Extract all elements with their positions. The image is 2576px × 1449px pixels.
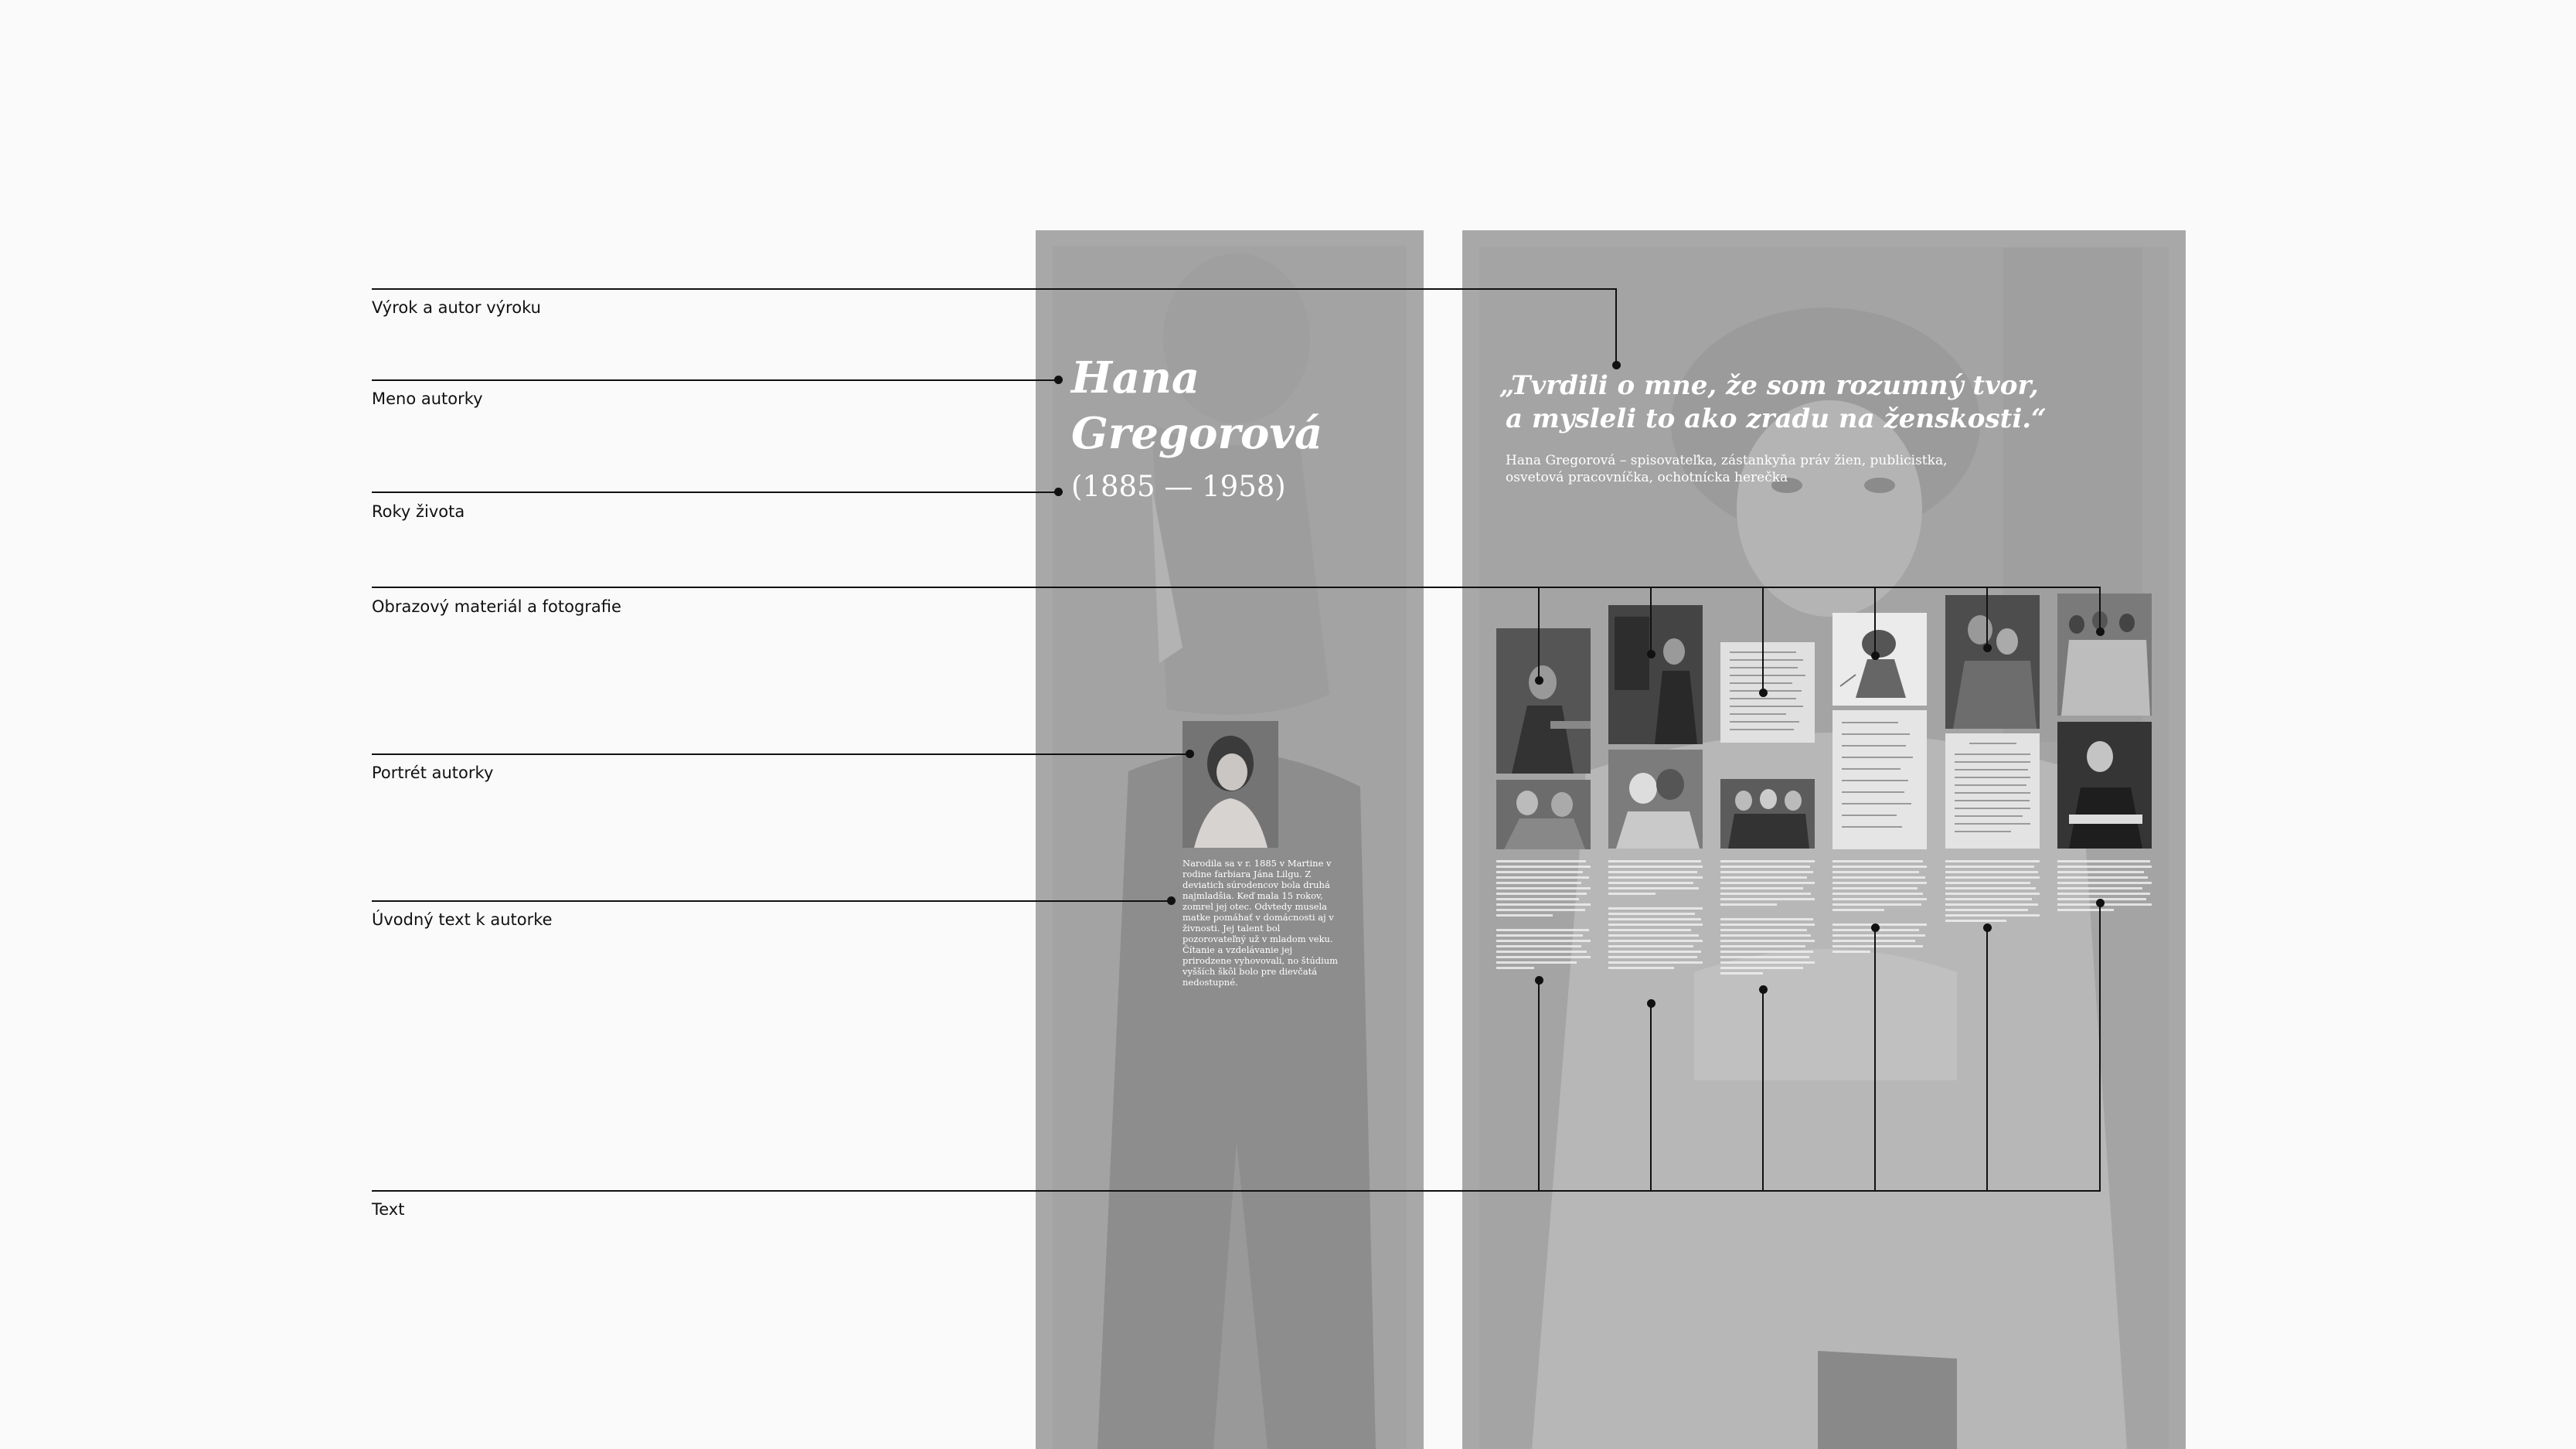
author-portrait-photo bbox=[1183, 721, 1278, 848]
text-column-5 bbox=[1945, 860, 2040, 925]
leader-line-quote bbox=[372, 288, 1617, 290]
label-years: Roky života bbox=[372, 502, 465, 521]
label-intro: Úvodný text k autorke bbox=[372, 910, 553, 929]
leader-dot-images-6 bbox=[2096, 628, 2105, 636]
text-column-3 bbox=[1720, 860, 1815, 978]
text-column-4 bbox=[1832, 860, 1927, 956]
leader-dot-images-4 bbox=[1871, 651, 1880, 660]
quote-author-line-2: osvetová pracovníčka, ochotnícka herečka bbox=[1506, 470, 1788, 485]
leader-dot-text-4 bbox=[1871, 923, 1880, 932]
leader-dot-quote bbox=[1612, 361, 1621, 369]
leader-line-images-drop-3 bbox=[1762, 587, 1764, 692]
typed-document bbox=[1945, 733, 2040, 849]
leader-dot-years bbox=[1054, 488, 1063, 496]
leader-line-name bbox=[372, 379, 1060, 381]
right-exhibit-panel bbox=[1462, 230, 2186, 1449]
photo-group-three-people bbox=[1720, 779, 1815, 849]
leader-line-images-drop-5 bbox=[1986, 587, 1988, 648]
leader-dot-intro bbox=[1167, 896, 1176, 905]
quote-line-1: „Tvrdili o mne, že som rozumný tvor, bbox=[1499, 370, 2039, 401]
leader-line-portrait bbox=[372, 753, 1191, 755]
leader-line-text-rise-3 bbox=[1762, 989, 1764, 1191]
photo-woman-at-desk bbox=[1496, 628, 1591, 774]
label-quote: Výrok a autor výroku bbox=[372, 298, 541, 317]
leader-dot-images-1 bbox=[1535, 676, 1543, 685]
text-column-6 bbox=[2057, 860, 2152, 914]
photo-seated-woman bbox=[2057, 722, 2152, 849]
leader-dot-text-2 bbox=[1647, 999, 1656, 1008]
label-portrait: Portrét autorky bbox=[372, 764, 494, 782]
leader-dot-portrait bbox=[1186, 750, 1194, 758]
leader-line-images bbox=[372, 587, 2101, 588]
leader-dot-text-1 bbox=[1535, 976, 1543, 985]
left-exhibit-panel bbox=[1036, 230, 1424, 1449]
leader-dot-text-3 bbox=[1759, 985, 1768, 994]
label-text: Text bbox=[372, 1200, 405, 1219]
quote-author-line-1: Hana Gregorová – spisovateľka, zástankyňa práv žien, publicistka, bbox=[1506, 453, 1948, 468]
leader-line-quote-drop bbox=[1615, 288, 1617, 366]
leader-line-images-drop-6 bbox=[2099, 587, 2101, 631]
quote-line-2: a mysleli to ako zradu na ženskosti.“ bbox=[1506, 403, 2047, 434]
letter-document-1 bbox=[1720, 642, 1815, 743]
photo-woman-with-child bbox=[1945, 595, 2040, 729]
leader-dot-images-3 bbox=[1759, 689, 1768, 697]
author-name-line-1: Hana bbox=[1071, 352, 1200, 403]
intro-text: Narodila sa v r. 1885 v Martine v rodine farbiara Jána Lilgu. Z deviatich súrodencov bola druhá najmladšia. Keď mala 15 rokov, zomrel jej otec. Odvtedy musela matke pomáhať v domácnosti aj v živnosti. Jej talent bol pozorovateľný už v mladom veku. Čítanie a vzdelávanie jej prirodzene vyhovovali, no štúdium vyšších škôl bolo pre dievčatá nedostupné. bbox=[1183, 858, 1339, 988]
leader-dot-name bbox=[1054, 376, 1063, 384]
quote-author bbox=[1506, 452, 1947, 486]
leader-line-intro bbox=[372, 900, 1172, 902]
leader-dot-text-6 bbox=[2096, 899, 2105, 907]
author-name-line-2: Gregorová bbox=[1071, 408, 1323, 459]
leader-line-text-rise-4 bbox=[1874, 927, 1876, 1191]
text-column-1 bbox=[1496, 860, 1591, 972]
photo-group-women-2 bbox=[2057, 594, 2152, 716]
photo-group-women-1 bbox=[1496, 780, 1591, 849]
leader-line-text bbox=[372, 1190, 2101, 1192]
label-name: Meno autorky bbox=[372, 389, 483, 408]
author-name bbox=[1071, 350, 1322, 461]
leader-line-years bbox=[372, 492, 1060, 493]
photo-two-women bbox=[1608, 750, 1703, 849]
label-images: Obrazový materiál a fotografie bbox=[372, 597, 621, 616]
leader-line-text-rise-6 bbox=[2099, 903, 2101, 1191]
leader-line-text-rise-2 bbox=[1650, 1003, 1652, 1191]
leader-line-text-rise-1 bbox=[1538, 980, 1540, 1191]
leader-dot-images-5 bbox=[1983, 644, 1992, 652]
quote bbox=[1499, 369, 2047, 436]
leader-line-images-drop-2 bbox=[1650, 587, 1652, 654]
leader-dot-images-2 bbox=[1647, 650, 1656, 658]
leader-line-images-drop-4 bbox=[1874, 587, 1876, 655]
drawing-sketch bbox=[1832, 613, 1927, 706]
leader-dot-text-5 bbox=[1983, 923, 1992, 932]
handwritten-letter bbox=[1832, 710, 1927, 849]
author-life-years: (1885 — 1958) bbox=[1071, 470, 1286, 503]
leader-line-text-rise-5 bbox=[1986, 927, 1988, 1191]
text-column-2 bbox=[1608, 860, 1703, 972]
photo-woman-in-study bbox=[1608, 605, 1703, 744]
leader-line-images-drop-1 bbox=[1538, 587, 1540, 680]
